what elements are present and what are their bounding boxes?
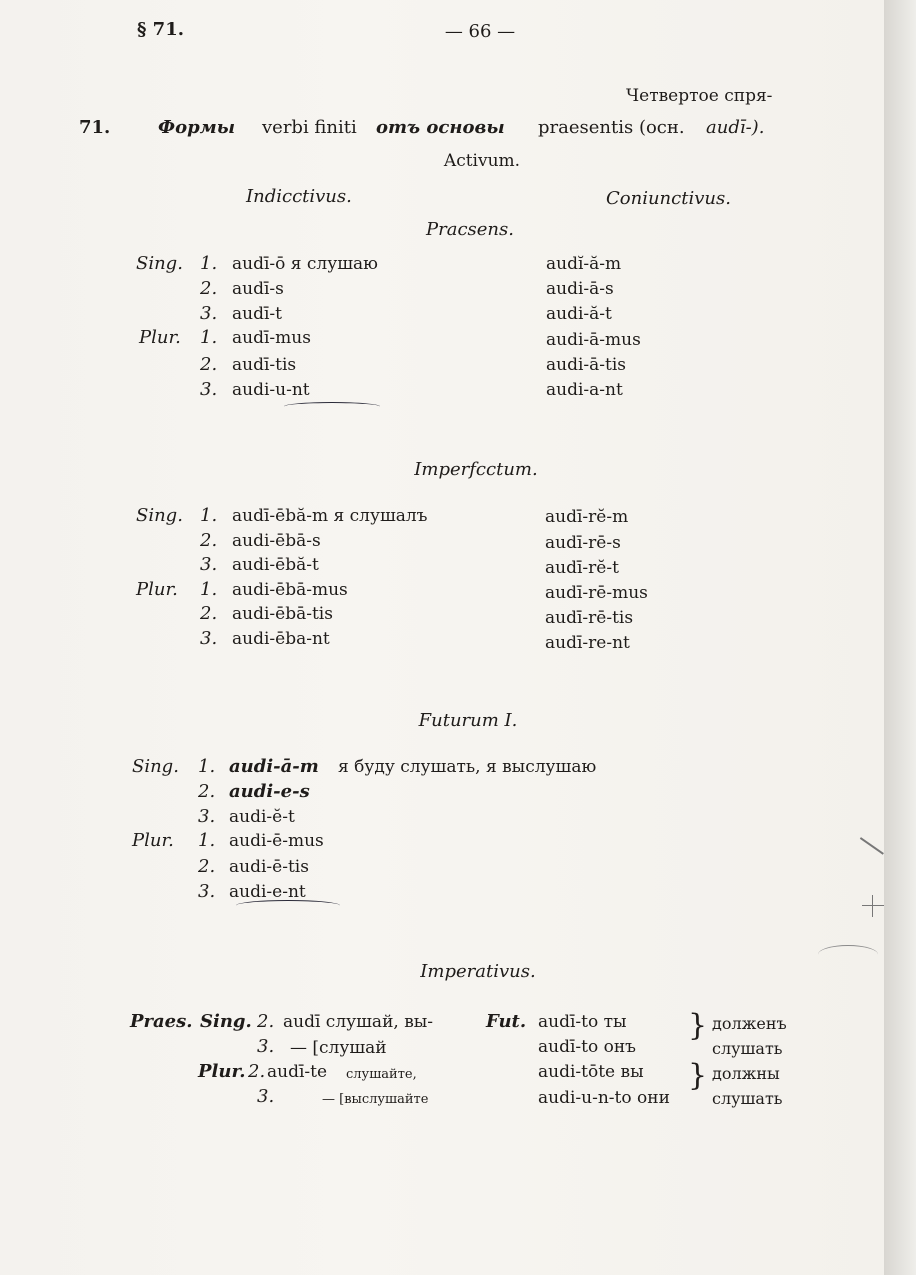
person-number: 3. bbox=[257, 1036, 275, 1057]
paragraph-number: 71. bbox=[79, 117, 111, 138]
heading-word-stem: audī-). bbox=[706, 117, 765, 138]
margin-pencil-mark bbox=[872, 895, 873, 917]
person-number: 3. bbox=[198, 806, 216, 827]
praes-label: Praes. bbox=[130, 1011, 193, 1032]
person-number: 2. bbox=[198, 781, 216, 802]
verb-form: audi-ē-tis bbox=[229, 857, 309, 877]
heading-word-verbi: verbi finiti bbox=[262, 117, 357, 138]
person-number: 3. bbox=[200, 628, 218, 649]
person-number: 2. bbox=[200, 278, 218, 299]
verb-form: audi-u-nt bbox=[232, 380, 310, 400]
person-number: 2. bbox=[198, 856, 216, 877]
person-number: 1. bbox=[198, 830, 216, 851]
sing-label: Sing. bbox=[132, 756, 179, 777]
verb-form: audī-tis bbox=[232, 355, 297, 375]
person-number: 1. bbox=[200, 327, 218, 348]
verb-form: audī-mus bbox=[232, 328, 311, 348]
right-brace: } bbox=[688, 1008, 708, 1043]
pencil-underline bbox=[284, 402, 380, 411]
verb-form: audi-ēbā-s bbox=[232, 531, 321, 551]
person-number: 2. bbox=[248, 1061, 266, 1082]
verb-form: audī-ēbă-m я слушалъ bbox=[232, 506, 428, 526]
heading-word-ot-osnovy: отъ основы bbox=[376, 117, 505, 138]
verb-form: audi-ēbă-t bbox=[232, 555, 319, 575]
person-number: 1. bbox=[200, 579, 218, 600]
plur-label: Plur. bbox=[132, 830, 174, 851]
indicative-header: Indicctivus. bbox=[246, 186, 352, 207]
verb-form: audī-rĕ-t bbox=[545, 558, 619, 578]
running-title: Четвертое спря- bbox=[626, 86, 773, 106]
verb-form: audi-ĕ-t bbox=[229, 807, 295, 827]
verb-form: audī-rē-mus bbox=[545, 583, 648, 603]
verb-form: audĭ-ă-m bbox=[546, 254, 622, 274]
right-brace: } bbox=[688, 1058, 708, 1093]
verb-form: audi-ēba-nt bbox=[232, 629, 330, 649]
imperative-gloss: слушайте, bbox=[346, 1067, 417, 1082]
verb-form-bold: audi-e-s bbox=[229, 781, 310, 802]
person-number: 1. bbox=[200, 505, 218, 526]
sing-label: Sing. bbox=[136, 253, 183, 274]
future-imperative-gloss: слушать bbox=[712, 1039, 783, 1058]
plur-label: Plur. bbox=[136, 579, 178, 600]
verb-form: audi-ā-tis bbox=[546, 355, 627, 375]
verb-form: audi-ē-mus bbox=[229, 831, 324, 851]
imperative-form: audī-te bbox=[267, 1062, 328, 1082]
page-number: — 66 — bbox=[444, 21, 516, 42]
imperative-form: — [слушай bbox=[290, 1038, 387, 1058]
verb-form-bold: audi-ā-m bbox=[229, 756, 319, 777]
verb-gloss: я буду слушать, я выслушаю bbox=[338, 757, 597, 777]
person-number: 2. bbox=[257, 1011, 275, 1032]
futurum-title: Futurum I. bbox=[418, 710, 518, 731]
future-imperative-form: audi-u-n-to они bbox=[538, 1088, 670, 1108]
person-number: 3. bbox=[200, 554, 218, 575]
margin-pencil-scribble bbox=[818, 945, 878, 964]
page-edge-shadow bbox=[884, 0, 916, 1275]
verb-form: audī-rē-tis bbox=[545, 608, 634, 628]
future-imperative-gloss: должны bbox=[712, 1064, 780, 1083]
heading-word-formy: Формы bbox=[158, 117, 236, 138]
imperative-form: audī слушай, вы- bbox=[283, 1012, 434, 1032]
verb-form: audi-e-nt bbox=[229, 882, 306, 902]
verb-form: audī-s bbox=[232, 279, 284, 299]
person-number: 1. bbox=[200, 253, 218, 274]
verb-form: audī-t bbox=[232, 304, 282, 324]
future-imperative-form: audī-to онъ bbox=[538, 1037, 636, 1057]
verb-form: audī-rĕ-m bbox=[545, 507, 629, 527]
person-number: 3. bbox=[200, 379, 218, 400]
verb-form: audi-ā-mus bbox=[546, 330, 641, 350]
future-imperative-form: audi-tōte вы bbox=[538, 1062, 644, 1082]
heading-word-praesentis: praesentis (осн. bbox=[538, 117, 685, 138]
future-imperative-form: audī-to ты bbox=[538, 1012, 627, 1032]
person-number: 2. bbox=[200, 354, 218, 375]
person-number: 2. bbox=[200, 603, 218, 624]
verb-form: audi-ā-s bbox=[546, 279, 614, 299]
person-number: 3. bbox=[198, 881, 216, 902]
verb-form: audī-re-nt bbox=[545, 633, 630, 653]
imperativus-title: Imperativus. bbox=[420, 961, 536, 982]
section-marker: § 71. bbox=[137, 19, 184, 40]
verb-form: audī-ō я слушаю bbox=[232, 254, 378, 274]
subjunctive-header: Coniunctivus. bbox=[606, 188, 731, 209]
imperfectum-title: Imperfcctum. bbox=[414, 459, 538, 480]
future-imperative-gloss: долженъ bbox=[712, 1014, 787, 1033]
verb-form: audi-a-nt bbox=[546, 380, 623, 400]
plur-label: Plur. bbox=[198, 1061, 246, 1082]
voice-title: Activum. bbox=[443, 151, 521, 171]
person-number: 1. bbox=[198, 756, 216, 777]
sing-label: Sing. bbox=[200, 1011, 252, 1032]
verb-form: audi-ă-t bbox=[546, 304, 612, 324]
sing-label: Sing. bbox=[136, 505, 183, 526]
person-number: 2. bbox=[200, 530, 218, 551]
verb-form: audi-ēbā-tis bbox=[232, 604, 333, 624]
verb-form: audī-rē-s bbox=[545, 533, 621, 553]
fut-label: Fut. bbox=[486, 1011, 527, 1032]
imperative-gloss: — [выслушайте bbox=[322, 1092, 429, 1107]
person-number: 3. bbox=[257, 1086, 275, 1107]
praesens-title: Pracsens. bbox=[426, 219, 514, 240]
person-number: 3. bbox=[200, 303, 218, 324]
verb-form: audi-ēbā-mus bbox=[232, 580, 348, 600]
plur-label: Plur. bbox=[139, 327, 181, 348]
future-imperative-gloss: слушать bbox=[712, 1089, 783, 1108]
pencil-underline bbox=[236, 900, 340, 911]
